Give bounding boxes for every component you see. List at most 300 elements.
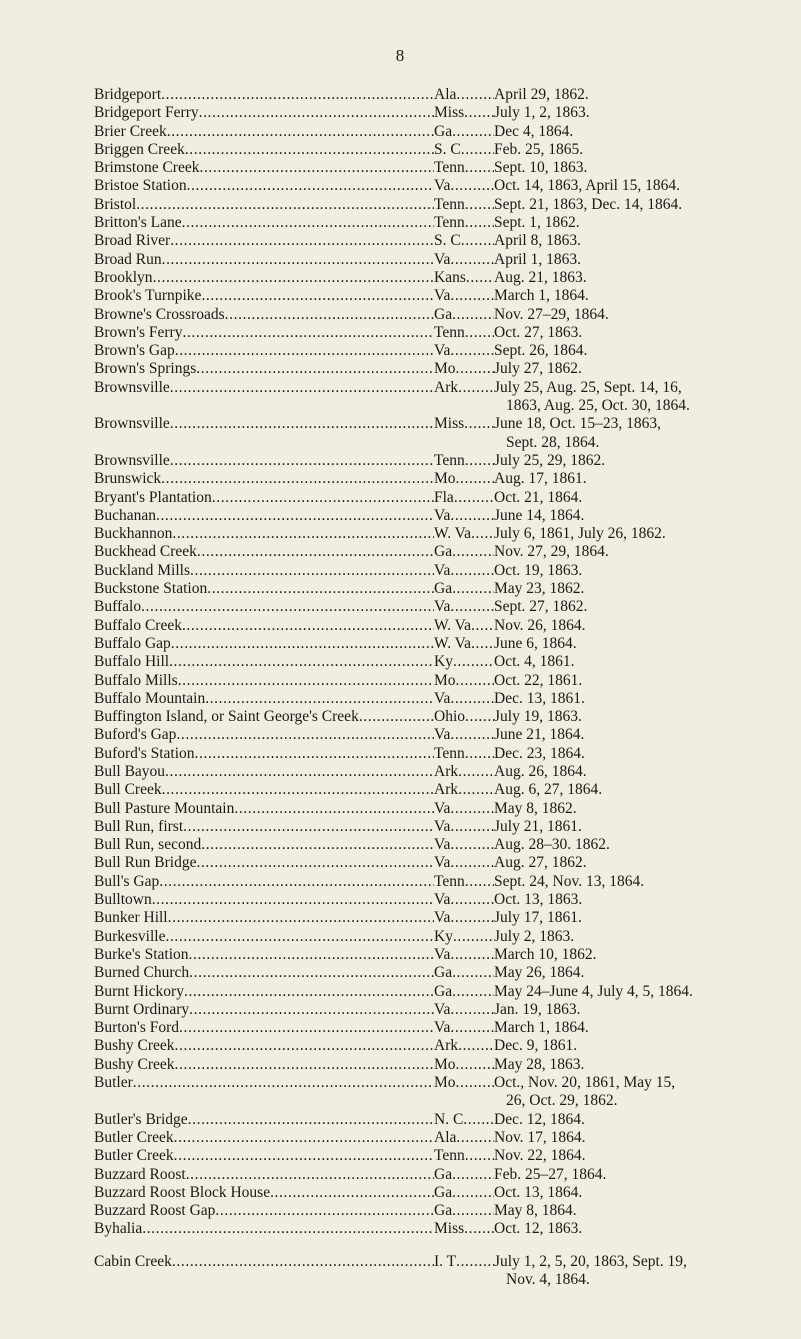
state-abbreviation — [434, 269, 494, 287]
state-text: Mo — [434, 671, 456, 689]
place-name-text: Butler — [94, 1074, 133, 1092]
place-name-text: Buffalo Creek — [94, 616, 182, 634]
state-abbreviation — [434, 1037, 494, 1055]
dates-text: Dec 4, 1864. — [494, 122, 574, 140]
engagement-dates — [494, 1220, 784, 1238]
place-name — [94, 763, 434, 781]
index-entry — [94, 1001, 782, 1019]
state-text: Va — [434, 287, 451, 305]
state-abbreviation — [434, 1184, 494, 1202]
place-name-text: Buckstone Station — [94, 580, 208, 598]
place-name-text: Brown's Gap — [94, 342, 175, 360]
state-text: Va — [434, 854, 451, 872]
dates-text: Oct. 13, 1863. — [494, 891, 583, 909]
index-entry — [94, 983, 782, 1001]
engagement-dates — [494, 86, 784, 104]
place-name — [94, 1056, 434, 1074]
index-entry — [94, 507, 782, 525]
index-entry — [94, 562, 782, 580]
dates-text: Oct. 22, 1861. — [494, 671, 583, 689]
engagement-dates — [494, 1253, 784, 1290]
engagement-dates — [494, 159, 784, 177]
state-abbreviation — [434, 1129, 494, 1147]
engagement-dates — [494, 543, 784, 561]
place-name-text: Brownsville — [94, 415, 170, 433]
dates-text: Oct. 27, 1863. — [494, 323, 583, 341]
engagement-dates — [494, 836, 784, 854]
state-abbreviation — [434, 86, 494, 104]
dates-text: May 24–June 4, July 4, 5, 1864. — [494, 982, 693, 1000]
state-abbreviation — [434, 360, 494, 378]
engagement-dates — [494, 1037, 784, 1055]
state-abbreviation — [434, 1147, 494, 1165]
state-text: Va — [434, 726, 451, 744]
dates-text: Sept. 26, 1864. — [494, 342, 588, 360]
place-name-text: Buffalo — [94, 598, 142, 616]
dates-text: July 19, 1863. — [494, 708, 582, 726]
state-text: Va — [434, 945, 451, 963]
state-abbreviation — [434, 1253, 494, 1271]
index-entry — [94, 232, 782, 250]
place-name-text: Bristoe Station — [94, 177, 187, 195]
place-name-text: Burnt Ordinary — [94, 1000, 190, 1018]
place-name — [94, 928, 434, 946]
state-text: S. C — [434, 140, 461, 158]
place-name — [94, 672, 434, 690]
place-name-text: Buffalo Hill — [94, 653, 170, 671]
engagement-dates — [494, 196, 784, 214]
place-name-text: Bull Creek — [94, 781, 162, 799]
state-text: Va — [434, 342, 451, 360]
place-name-text: Buford's Station — [94, 744, 195, 762]
state-text: W. Va — [434, 634, 472, 652]
state-text: Va — [434, 250, 451, 268]
dates-text: July 21, 1861. — [494, 817, 582, 835]
dates-text: July 6, 1861, July 26, 1862. — [494, 525, 666, 543]
state-abbreviation — [434, 635, 494, 653]
place-name — [94, 708, 434, 726]
dates-text: Sept. 24, Nov. 13, 1864. — [494, 872, 645, 890]
place-name — [94, 1001, 434, 1019]
state-text: Ala — [434, 1128, 457, 1146]
place-name — [94, 214, 434, 232]
place-name-text: Buffalo Mills — [94, 671, 178, 689]
engagement-dates — [494, 617, 784, 635]
state-abbreviation — [434, 287, 494, 305]
state-text: Ark — [434, 781, 459, 799]
place-name-text: Cabin Creek — [94, 1252, 172, 1270]
state-text: Ga — [434, 1165, 453, 1183]
state-text: Ohio — [434, 708, 465, 726]
state-abbreviation — [434, 1220, 494, 1238]
state-text: Ga — [434, 122, 453, 140]
place-name — [94, 800, 434, 818]
state-text: W. Va — [434, 616, 472, 634]
index-entry — [94, 123, 782, 141]
place-name-text: Brownsville — [94, 378, 170, 396]
state-abbreviation — [434, 781, 494, 799]
place-name-text: Britton's Lane — [94, 214, 182, 232]
place-name-text: Buzzard Roost Gap — [94, 1202, 216, 1220]
state-abbreviation — [434, 177, 494, 195]
engagement-dates — [494, 909, 784, 927]
dates-text: March 1, 1864. — [494, 1019, 589, 1037]
dates-text: April 8, 1863. — [494, 232, 581, 250]
state-text: Ark — [434, 762, 459, 780]
place-name-text: Bunker Hill — [94, 909, 168, 927]
state-abbreviation — [434, 543, 494, 561]
place-name-text: Brownsville — [94, 451, 170, 469]
engagement-dates — [494, 1184, 784, 1202]
place-name-text: Broad Run — [94, 250, 162, 268]
place-name-text: Bull's Gap — [94, 872, 160, 890]
dates-text: Aug. 6, 27, 1864. — [494, 781, 603, 799]
engagement-dates — [494, 525, 784, 543]
state-abbreviation — [434, 1056, 494, 1074]
state-abbreviation — [434, 123, 494, 141]
place-name-text: Buchanan — [94, 506, 156, 524]
dates-text: April 1, 1863. — [494, 250, 581, 268]
state-text: Va — [434, 1000, 451, 1018]
engagement-dates — [494, 269, 784, 287]
state-abbreviation — [434, 909, 494, 927]
place-name-text: Buckhannon — [94, 525, 173, 543]
place-name — [94, 1166, 434, 1184]
state-abbreviation — [434, 104, 494, 122]
engagement-dates — [494, 251, 784, 269]
state-abbreviation — [434, 745, 494, 763]
index-entry — [94, 672, 782, 690]
place-name-text: Brown's Ferry — [94, 323, 183, 341]
state-abbreviation — [434, 873, 494, 891]
state-abbreviation — [434, 891, 494, 909]
index-entry — [94, 617, 782, 635]
dates-text: May 8, 1862. — [494, 799, 577, 817]
place-name — [94, 1184, 434, 1202]
place-name — [94, 983, 434, 1001]
dates-text: March 1, 1864. — [494, 287, 589, 305]
place-name-text: Bridgeport — [94, 86, 162, 103]
dates-text: May 28, 1863. — [494, 1055, 585, 1073]
dates-text: June 21, 1864. — [494, 726, 585, 744]
place-name — [94, 177, 434, 195]
state-abbreviation — [434, 598, 494, 616]
place-name — [94, 415, 434, 433]
state-text: Ga — [434, 982, 453, 1000]
dates-text: Oct. 14, 1863, April 15, 1864. — [494, 177, 680, 195]
index-entry — [94, 800, 782, 818]
index-entry — [94, 1253, 782, 1290]
state-text: Va — [434, 909, 451, 927]
state-abbreviation — [434, 196, 494, 214]
index-entry — [94, 653, 782, 671]
engagement-dates — [494, 854, 784, 872]
state-text: Va — [434, 817, 451, 835]
state-abbreviation — [434, 415, 494, 433]
index-entry — [94, 214, 782, 232]
state-text: Tenn — [434, 744, 465, 762]
place-name-text: Brunswick — [94, 470, 162, 488]
dates-text: July 27, 1862. — [494, 360, 582, 378]
index-entry — [94, 489, 782, 507]
index-entry — [94, 1111, 782, 1129]
place-name — [94, 854, 434, 872]
state-abbreviation — [434, 763, 494, 781]
place-name-text: Burnt Hickory — [94, 982, 184, 1000]
index-entry — [94, 1147, 782, 1165]
place-name — [94, 123, 434, 141]
state-text: Va — [434, 1019, 451, 1037]
index-entry — [94, 946, 782, 964]
engagement-dates — [494, 306, 784, 324]
engagement-dates — [494, 818, 784, 836]
place-name — [94, 1074, 434, 1092]
place-name — [94, 1111, 434, 1129]
state-abbreviation — [434, 617, 494, 635]
state-abbreviation — [434, 653, 494, 671]
engagement-dates — [494, 928, 784, 946]
index-entry — [94, 598, 782, 616]
index-entry — [94, 342, 782, 360]
place-name-text: Burton's Ford — [94, 1019, 180, 1037]
state-text: Va — [434, 598, 451, 616]
dates-text: Dec. 13, 1861. — [494, 689, 585, 707]
place-name — [94, 1019, 434, 1037]
engagement-dates — [494, 653, 784, 671]
index-entry — [94, 891, 782, 909]
index-entry — [94, 781, 782, 799]
place-name — [94, 964, 434, 982]
state-text: Va — [434, 799, 451, 817]
place-name — [94, 525, 434, 543]
state-abbreviation — [434, 324, 494, 342]
place-name — [94, 781, 434, 799]
place-name — [94, 617, 434, 635]
place-name-text: Brimstone Creek — [94, 159, 200, 177]
state-text: Ky — [434, 653, 453, 671]
dates-text: Sept. 21, 1863, Dec. 14, 1864. — [494, 195, 683, 213]
state-abbreviation — [434, 800, 494, 818]
engagement-dates — [494, 800, 784, 818]
index-entry — [94, 1202, 782, 1220]
page-number: 8 — [395, 46, 406, 65]
place-name — [94, 836, 434, 854]
state-text: Va — [434, 689, 451, 707]
engagement-dates — [494, 324, 784, 342]
index-entry — [94, 745, 782, 763]
index-entry — [94, 196, 782, 214]
state-text: N. C — [434, 1110, 464, 1128]
index-entry — [94, 104, 782, 122]
engagement-dates — [494, 781, 784, 799]
dates-text: June 6, 1864. — [494, 634, 577, 652]
state-abbreviation — [434, 983, 494, 1001]
place-name-text: Bull Run, second — [94, 836, 202, 854]
dates-text: Oct. 13, 1864. — [494, 1183, 583, 1201]
engagement-dates — [494, 1147, 784, 1165]
state-text: Tenn — [434, 1147, 465, 1165]
index-entry — [94, 708, 782, 726]
index-entry — [94, 854, 782, 872]
index-entry — [94, 1166, 782, 1184]
dates-text: Aug. 17, 1861. — [494, 470, 587, 488]
engagement-dates — [494, 415, 784, 452]
engagement-dates — [494, 562, 784, 580]
place-name — [94, 287, 434, 305]
state-text: Ark — [434, 378, 459, 396]
state-text: Miss — [434, 1220, 465, 1238]
state-abbreviation — [434, 306, 494, 324]
dates-text: Dec. 12, 1864. — [494, 1110, 585, 1128]
state-text: Ga — [434, 964, 453, 982]
index-entry — [94, 379, 782, 416]
dates-text: Nov. 22, 1864. — [494, 1147, 586, 1165]
state-text: Tenn — [434, 323, 465, 341]
index-entry — [94, 324, 782, 342]
place-name — [94, 489, 434, 507]
battle-index-list — [94, 86, 782, 1289]
engagement-dates — [494, 342, 784, 360]
dates-text: Sept. 27, 1862. — [494, 598, 588, 616]
state-abbreviation — [434, 1019, 494, 1037]
index-entry — [94, 836, 782, 854]
place-name-text: Brooklyn — [94, 268, 153, 286]
place-name — [94, 909, 434, 927]
dates-text: July 1, 2, 5, 20, 1863, Sept. 19, — [494, 1252, 687, 1270]
dates-text: Dec. 23, 1864. — [494, 744, 585, 762]
state-abbreviation — [434, 525, 494, 543]
state-abbreviation — [434, 1001, 494, 1019]
index-entry — [94, 1074, 782, 1111]
state-text: Ga — [434, 580, 453, 598]
place-name — [94, 1220, 434, 1238]
state-abbreviation — [434, 251, 494, 269]
place-name — [94, 324, 434, 342]
place-name — [94, 635, 434, 653]
state-abbreviation — [434, 580, 494, 598]
index-entry — [94, 141, 782, 159]
place-name — [94, 452, 434, 470]
dates-continuation: Sept. 28, 1864. — [506, 433, 600, 451]
dates-text: Jan. 19, 1863. — [494, 1000, 581, 1018]
engagement-dates — [494, 1202, 784, 1220]
state-abbreviation — [434, 342, 494, 360]
section-gap — [94, 1239, 782, 1253]
place-name — [94, 543, 434, 561]
state-text: Tenn — [434, 195, 465, 213]
place-name-text: Buffalo Mountain — [94, 689, 206, 707]
place-name-text: Burned Church — [94, 964, 190, 982]
engagement-dates — [494, 690, 784, 708]
place-name-text: Bull Run Bridge — [94, 854, 197, 872]
place-name — [94, 232, 434, 250]
state-abbreviation — [434, 836, 494, 854]
state-abbreviation — [434, 1202, 494, 1220]
index-entry — [94, 928, 782, 946]
place-name-text: Buzzard Roost Block House — [94, 1183, 271, 1201]
index-entry — [94, 287, 782, 305]
engagement-dates — [494, 141, 784, 159]
state-text: Mo — [434, 1055, 456, 1073]
place-name — [94, 1253, 434, 1271]
place-name — [94, 379, 434, 397]
engagement-dates — [494, 360, 784, 378]
state-text: Va — [434, 506, 451, 524]
place-name — [94, 360, 434, 378]
index-entry — [94, 690, 782, 708]
engagement-dates — [494, 379, 784, 416]
place-name-text: Buckhead Creek — [94, 543, 197, 561]
place-name — [94, 1129, 434, 1147]
state-text: I. T — [434, 1252, 457, 1270]
state-text: Mo — [434, 1074, 456, 1092]
place-name-text: Butler Creek — [94, 1147, 174, 1165]
state-abbreviation — [434, 214, 494, 232]
state-text: Va — [434, 836, 451, 854]
engagement-dates — [494, 983, 784, 1001]
dates-text: Nov. 27–29, 1864. — [494, 305, 609, 323]
state-text: Tenn — [434, 872, 465, 890]
place-name-text: Brier Creek — [94, 122, 167, 140]
dates-text: July 17, 1861. — [494, 909, 582, 927]
index-entry — [94, 525, 782, 543]
dates-text: May 23, 1862. — [494, 580, 585, 598]
dates-text: Oct. 12, 1863. — [494, 1220, 583, 1238]
state-abbreviation — [434, 928, 494, 946]
place-name-text: Brown's Springs — [94, 360, 197, 378]
place-name-text: Briggen Creek — [94, 140, 185, 158]
index-entry — [94, 1019, 782, 1037]
place-name-text: Buford's Gap — [94, 726, 177, 744]
place-name-text: Butler Creek — [94, 1128, 174, 1146]
engagement-dates — [494, 672, 784, 690]
place-name — [94, 269, 434, 287]
index-entry — [94, 763, 782, 781]
state-text: Va — [434, 561, 451, 579]
state-abbreviation — [434, 818, 494, 836]
place-name-text: Buzzard Roost — [94, 1165, 186, 1183]
state-abbreviation — [434, 507, 494, 525]
place-name — [94, 580, 434, 598]
dates-text: Nov. 17, 1864. — [494, 1128, 586, 1146]
index-entry — [94, 818, 782, 836]
place-name-text: Bristol — [94, 195, 137, 213]
engagement-dates — [494, 177, 784, 195]
index-entry — [94, 177, 782, 195]
dates-continuation: Nov. 4, 1864. — [506, 1271, 590, 1288]
dates-text: Oct., Nov. 20, 1861, May 15, — [494, 1074, 676, 1092]
index-entry — [94, 543, 782, 561]
engagement-dates — [494, 470, 784, 488]
state-text: Ala — [434, 86, 457, 103]
dates-text: Aug. 28–30. 1862. — [494, 836, 610, 854]
state-abbreviation — [434, 141, 494, 159]
engagement-dates — [494, 891, 784, 909]
place-name — [94, 306, 434, 324]
place-name — [94, 818, 434, 836]
engagement-dates — [494, 1001, 784, 1019]
place-name — [94, 342, 434, 360]
dates-text: July 2, 1863. — [494, 927, 575, 945]
engagement-dates — [494, 873, 784, 891]
state-text: Ky — [434, 927, 453, 945]
place-name — [94, 1202, 434, 1220]
engagement-dates — [494, 232, 784, 250]
dates-text: Sept. 1, 1862. — [494, 214, 580, 232]
place-name-text: Butler's Bridge — [94, 1110, 188, 1128]
place-name-text: Buffalo Gap — [94, 634, 171, 652]
index-entry — [94, 1037, 782, 1055]
